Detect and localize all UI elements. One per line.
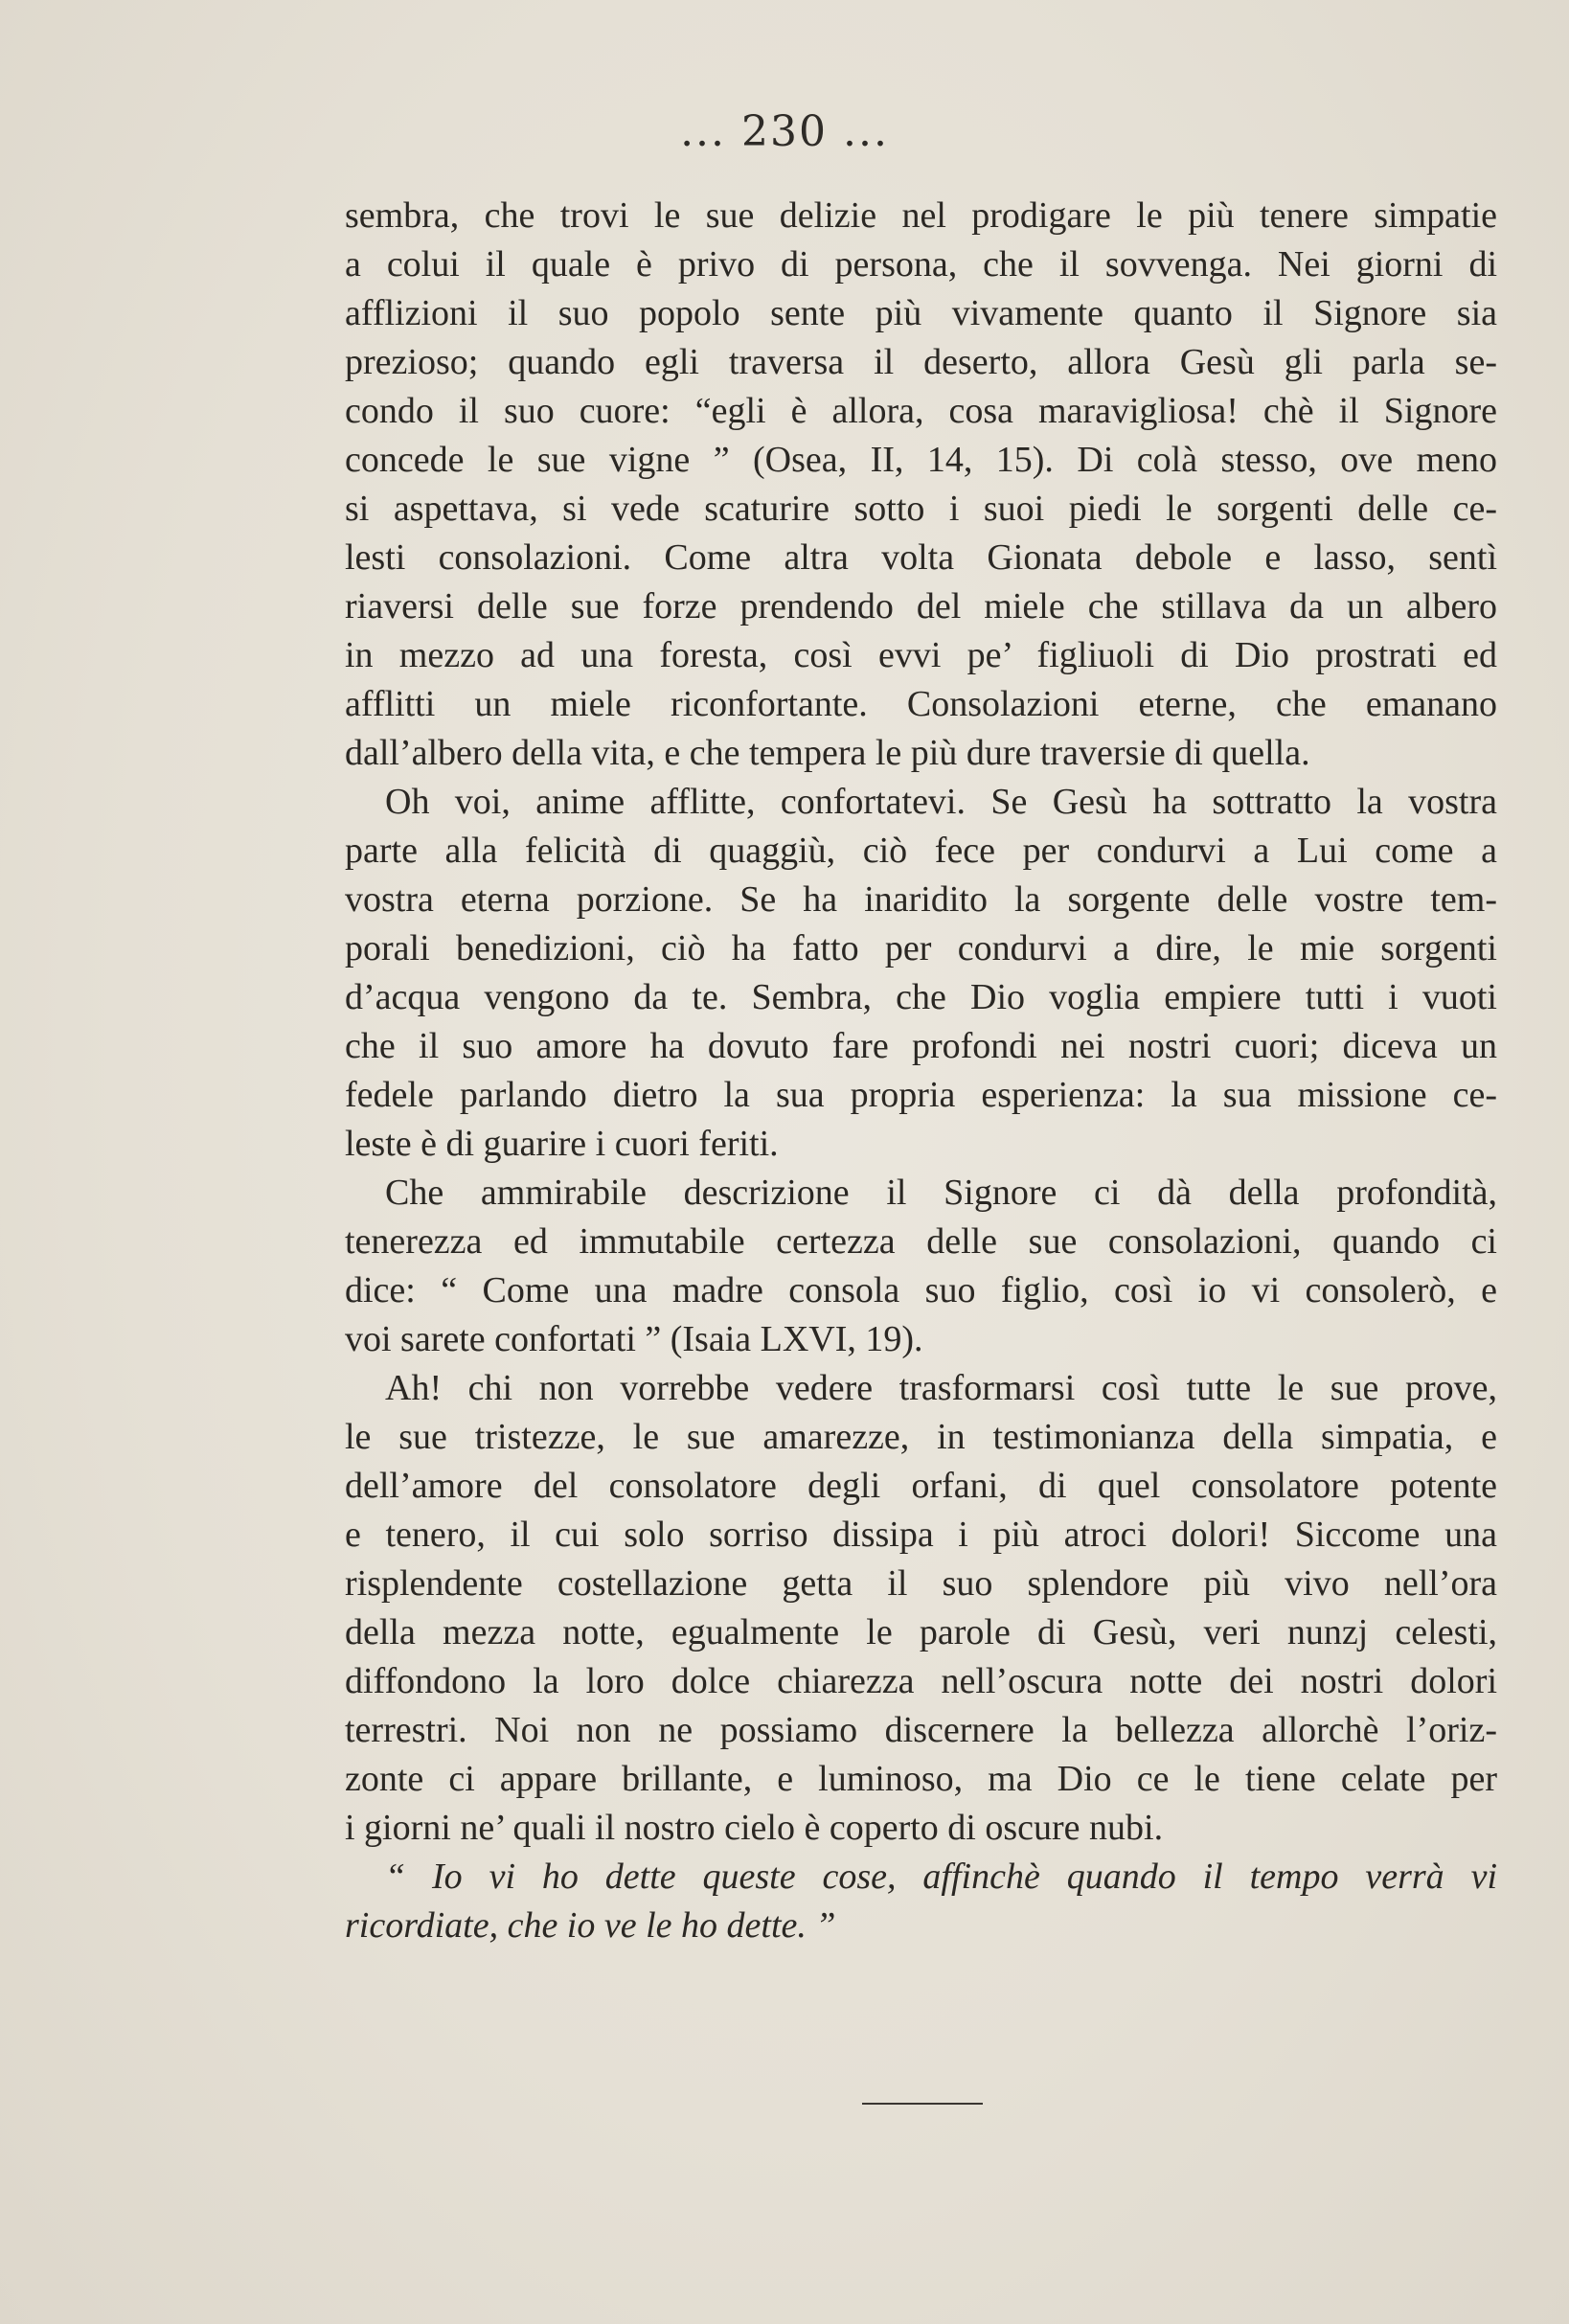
text-line: leste è di guarire i cuori feriti. [345, 1124, 779, 1164]
text-line: che il suo amore ha dovuto fare profondi nei nostri cuori; diceva un [345, 1026, 1497, 1066]
text-line: concede le sue vigne ” (Osea, II, 14, 15). Di colà stesso, ove meno [345, 440, 1497, 480]
text-line: ricordiate, che io ve le ho dette. ” [345, 1905, 836, 1946]
text-line: d’acqua vengono da te. Sembra, che Dio voglia empiere tutti i vuoti [345, 977, 1497, 1017]
closing-quote [345, 1853, 1497, 1950]
body-text [345, 192, 1497, 1950]
text-line: dice: “ Come una madre consola suo figlio, così io vi consolerò, e [345, 1270, 1497, 1310]
text-line: porali benedizioni, ciò ha fatto per condurvi a dire, le mie sorgenti [345, 928, 1497, 968]
text-line: e tenero, il cui solo sorriso dissipa i più atroci dolori! Siccome una [345, 1515, 1497, 1555]
text-line: condo il suo cuore: “egli è allora, cosa maravigliosa! chè il Signore [345, 391, 1497, 431]
paragraph-2 [345, 778, 1497, 1169]
text-line: prezioso; quando egli traversa il deserto, allora Gesù gli parla se- [345, 342, 1497, 382]
paragraph-1 [345, 192, 1497, 778]
text-line: vostra eterna porzione. Se ha inaridito la sorgente delle vostre tem- [345, 879, 1497, 920]
text-line: dell’amore del consolatore degli orfani, di quel consolatore potente [345, 1466, 1497, 1506]
text-line: afflizioni il suo popolo sente più vivamente quanto il Signore sia [345, 293, 1497, 333]
text-line: in mezzo ad una foresta, così evvi pe’ figliuoli di Dio prostrati ed [345, 635, 1497, 675]
text-line: risplendente costellazione getta il suo splendore più vivo nell’ora [345, 1563, 1497, 1604]
paragraph-3 [345, 1169, 1497, 1364]
text-line: si aspettava, si vede scaturire sotto i suoi piedi le sorgenti delle ce- [345, 489, 1497, 529]
text-line: Che ammirabile descrizione il Signore ci dà della profondità, [385, 1173, 1497, 1213]
text-line: afflitti un miele riconfortante. Consolazioni eterne, che emanano [345, 684, 1497, 724]
text-line: Oh voi, anime afflitte, confortatevi. Se Gesù ha sottratto la vostra [385, 782, 1497, 822]
text-line: zonte ci appare brillante, e luminoso, ma Dio ce le tiene celate per [345, 1759, 1497, 1799]
text-line: Ah! chi non vorrebbe vedere trasformarsi così tutte le sue prove, [385, 1368, 1497, 1408]
text-line: fedele parlando dietro la sua propria esperienza: la sua missione ce- [345, 1075, 1497, 1115]
text-line: tenerezza ed immutabile certezza delle sue consolazioni, quando ci [345, 1221, 1497, 1262]
text-line: dall’albero della vita, e che tempera le più dure traversie di quella. [345, 733, 1310, 773]
text-line: diffondono la loro dolce chiarezza nell’oscura notte dei nostri dolori [345, 1661, 1497, 1701]
text-line: lesti consolazioni. Come altra volta Gionata debole e lasso, sentì [345, 537, 1497, 578]
text-line: terrestri. Noi non ne possiamo discernere la bellezza allorchè l’oriz- [345, 1710, 1497, 1750]
text-line: i giorni ne’ quali il nostro cielo è coperto di oscure nubi. [345, 1808, 1164, 1848]
text-line: sembra, che trovi le sue delizie nel prodigare le più tenere simpatie [345, 195, 1497, 236]
text-line: della mezza notte, egualmente le parole di Gesù, veri nunzj celesti, [345, 1612, 1497, 1652]
text-line: le sue tristezze, le sue amarezze, in testimonianza della simpatia, e [345, 1417, 1497, 1457]
text-line: parte alla felicità di quaggiù, ciò fece per condurvi a Lui come a [345, 831, 1497, 871]
text-line: “ Io vi ho dette queste cose, affinchè quando il tempo verrà vi [385, 1857, 1497, 1897]
section-divider [862, 2103, 983, 2105]
text-line: riaversi delle sue forze prendendo del miele che stillava da un albero [345, 586, 1497, 627]
text-line: a colui il quale è privo di persona, che il sovvenga. Nei giorni di [345, 244, 1497, 285]
page-number: ... 230 ... [680, 107, 889, 156]
paragraph-4 [345, 1364, 1497, 1853]
text-line: voi sarete confortati ” (Isaia LXVI, 19). [345, 1319, 923, 1359]
